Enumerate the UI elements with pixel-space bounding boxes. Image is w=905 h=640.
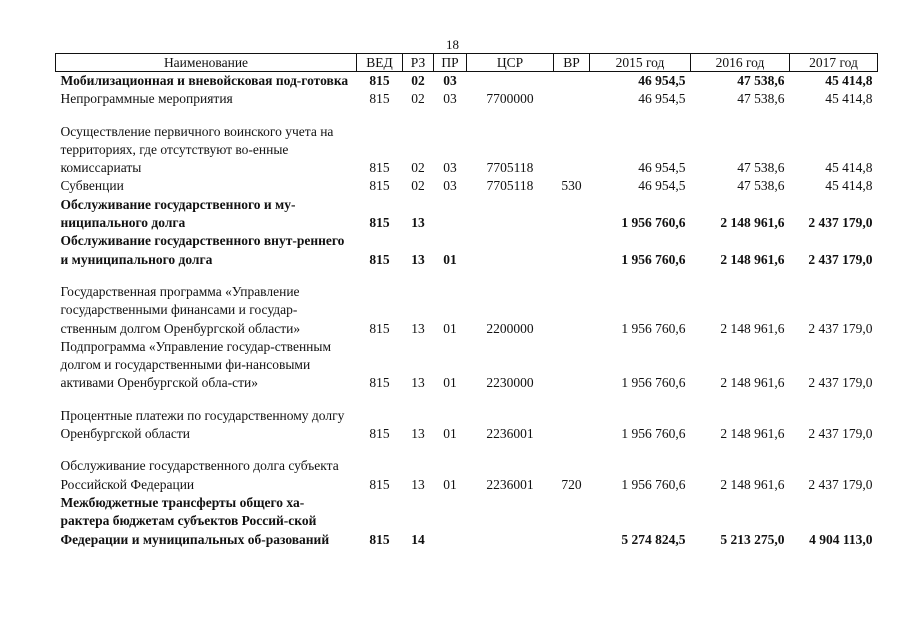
row-2016: 47 538,6 [737,178,785,194]
row-csr: 2236001 [486,426,534,442]
row-pr: 01 [443,476,457,492]
row-2015: 46 954,5 [638,178,686,194]
row-vr [554,72,590,91]
row-rz: 13 [411,320,425,336]
table-row [56,109,878,178]
row-name: Непрограммные мероприятия [60,91,233,107]
header-vr: ВР [554,54,590,72]
header-2016: 2016 год [691,54,790,72]
row-csr [467,494,554,549]
table-row [56,393,878,444]
row-name: Процентные платежи по государственному долгу Оренбургской области [60,407,345,442]
row-rz: 13 [411,251,425,267]
row-csr: 7705118 [486,160,534,176]
row-rz: 02 [411,91,425,107]
row-ved: 815 [369,178,390,194]
row-2015: 46 954,5 [638,160,686,176]
row-2016: 5 213 275,0 [720,531,785,547]
row-name: Обслуживание государственного внут-реннего и муниципального долга [60,233,345,267]
header-pr: ПР [434,54,467,72]
row-name: Межбюджетные трансферты общего ха-рактера бюджетам субъектов Россий-ской Федерации и муниципальных об-разований [60,494,330,547]
header-rz: РЗ [403,54,434,72]
row-name: Обслуживание государственного долга субъекта Российской Федерации [60,458,339,492]
table-row [56,269,878,338]
row-pr: 01 [443,375,457,391]
row-pr: 01 [443,320,457,336]
row-vr [554,393,590,444]
row-name: Подпрограмма «Управление государ-ственным долгом и государственными фи-нансовыми активами Оренбургской обла-сти» [60,338,332,391]
row-vr: 720 [561,476,582,492]
header-2017: 2017 год [790,54,878,72]
row-vr [554,196,590,233]
row-vr [554,494,590,549]
row-ved: 815 [369,320,390,336]
header-name: Наименование [56,54,357,72]
row-name: Субвенции [60,178,124,194]
row-rz: 13 [411,215,425,231]
header-ved: ВЕД [357,54,403,72]
row-pr: 03 [443,160,457,176]
row-pr [434,494,467,549]
row-pr: 03 [443,73,457,88]
row-2016: 47 538,6 [737,91,785,107]
row-csr: 2236001 [486,476,534,492]
table-row [56,90,878,108]
row-rz: 02 [411,73,425,88]
table-row [56,443,878,494]
row-2016: 2 148 961,6 [720,251,785,267]
header-row [56,54,878,72]
row-2016: 2 148 961,6 [720,375,785,391]
row-2017: 45 414,8 [825,178,873,194]
row-pr: 03 [443,91,457,107]
row-2016: 47 538,6 [737,160,785,176]
row-vr [554,269,590,338]
row-vr [554,338,590,393]
row-csr: 2230000 [486,375,534,391]
row-pr: 01 [443,251,457,267]
table-row [56,177,878,195]
row-vr [554,109,590,178]
row-rz: 02 [411,160,425,176]
row-rz: 13 [411,476,425,492]
row-ved: 815 [369,251,390,267]
row-vr [554,90,590,108]
row-ved: 815 [369,426,390,442]
row-pr: 01 [443,426,457,442]
row-2015: 46 954,5 [638,91,686,107]
row-ved: 815 [369,73,390,88]
row-csr: 2200000 [486,320,534,336]
row-ved: 815 [369,160,390,176]
row-2015: 1 956 760,6 [621,476,686,492]
row-2017: 2 437 179,0 [808,375,873,391]
row-2017: 2 437 179,0 [808,476,873,492]
row-2017: 2 437 179,0 [808,320,873,336]
row-rz: 02 [411,178,425,194]
header-csr: ЦСР [467,54,554,72]
row-ved: 815 [369,375,390,391]
row-2016: 2 148 961,6 [720,476,785,492]
row-csr: 7700000 [486,91,534,107]
page-number: 18 [446,37,459,52]
row-csr [467,196,554,233]
row-2017: 4 904 113,0 [809,531,873,547]
row-name: Осуществление первичного воинского учета на территориях, где отсутствуют во-енные комиссариаты [60,123,334,176]
row-2015: 1 956 760,6 [621,375,686,391]
row-pr [434,196,467,233]
table-row [56,494,878,549]
row-rz: 13 [411,375,425,391]
row-csr [467,232,554,269]
table-row [56,72,878,91]
row-2017: 2 437 179,0 [808,251,873,267]
row-name: Обслуживание государственного и му-ниципального долга [60,196,296,231]
table-row [56,338,878,393]
row-2017: 45 414,8 [825,73,873,88]
row-2017: 2 437 179,0 [808,215,873,231]
row-pr: 03 [443,178,457,194]
row-ved: 815 [369,476,390,492]
row-2015: 1 956 760,6 [621,251,686,267]
table-row [56,196,878,233]
budget-table [55,53,878,549]
row-2017: 45 414,8 [825,91,873,107]
row-2017: 45 414,8 [825,160,873,176]
header-2015: 2015 год [590,54,691,72]
row-2015: 1 956 760,6 [621,215,686,231]
row-ved: 815 [369,91,390,107]
row-vr: 530 [561,178,582,194]
row-csr [467,72,554,91]
row-vr [554,232,590,269]
row-2016: 2 148 961,6 [720,426,785,442]
row-ved: 815 [369,215,390,231]
row-ved: 815 [369,531,390,547]
row-rz: 14 [411,531,425,547]
row-2016: 47 538,6 [737,73,785,88]
row-name: Государственная программа «Управление государственными финансами и государ-ственным долгом Оренбургской области» [60,283,301,336]
table-row [56,232,878,269]
row-2015: 1 956 760,6 [621,426,686,442]
row-2016: 2 148 961,6 [720,215,785,231]
row-2017: 2 437 179,0 [808,426,873,442]
row-2015: 5 274 824,5 [621,531,686,547]
row-2016: 2 148 961,6 [720,320,785,336]
row-csr: 7705118 [486,178,534,194]
row-name: Мобилизационная и вневойсковая под-готовка [60,73,349,88]
row-2015: 1 956 760,6 [621,320,686,336]
row-2015: 46 954,5 [638,73,686,88]
row-rz: 13 [411,426,425,442]
